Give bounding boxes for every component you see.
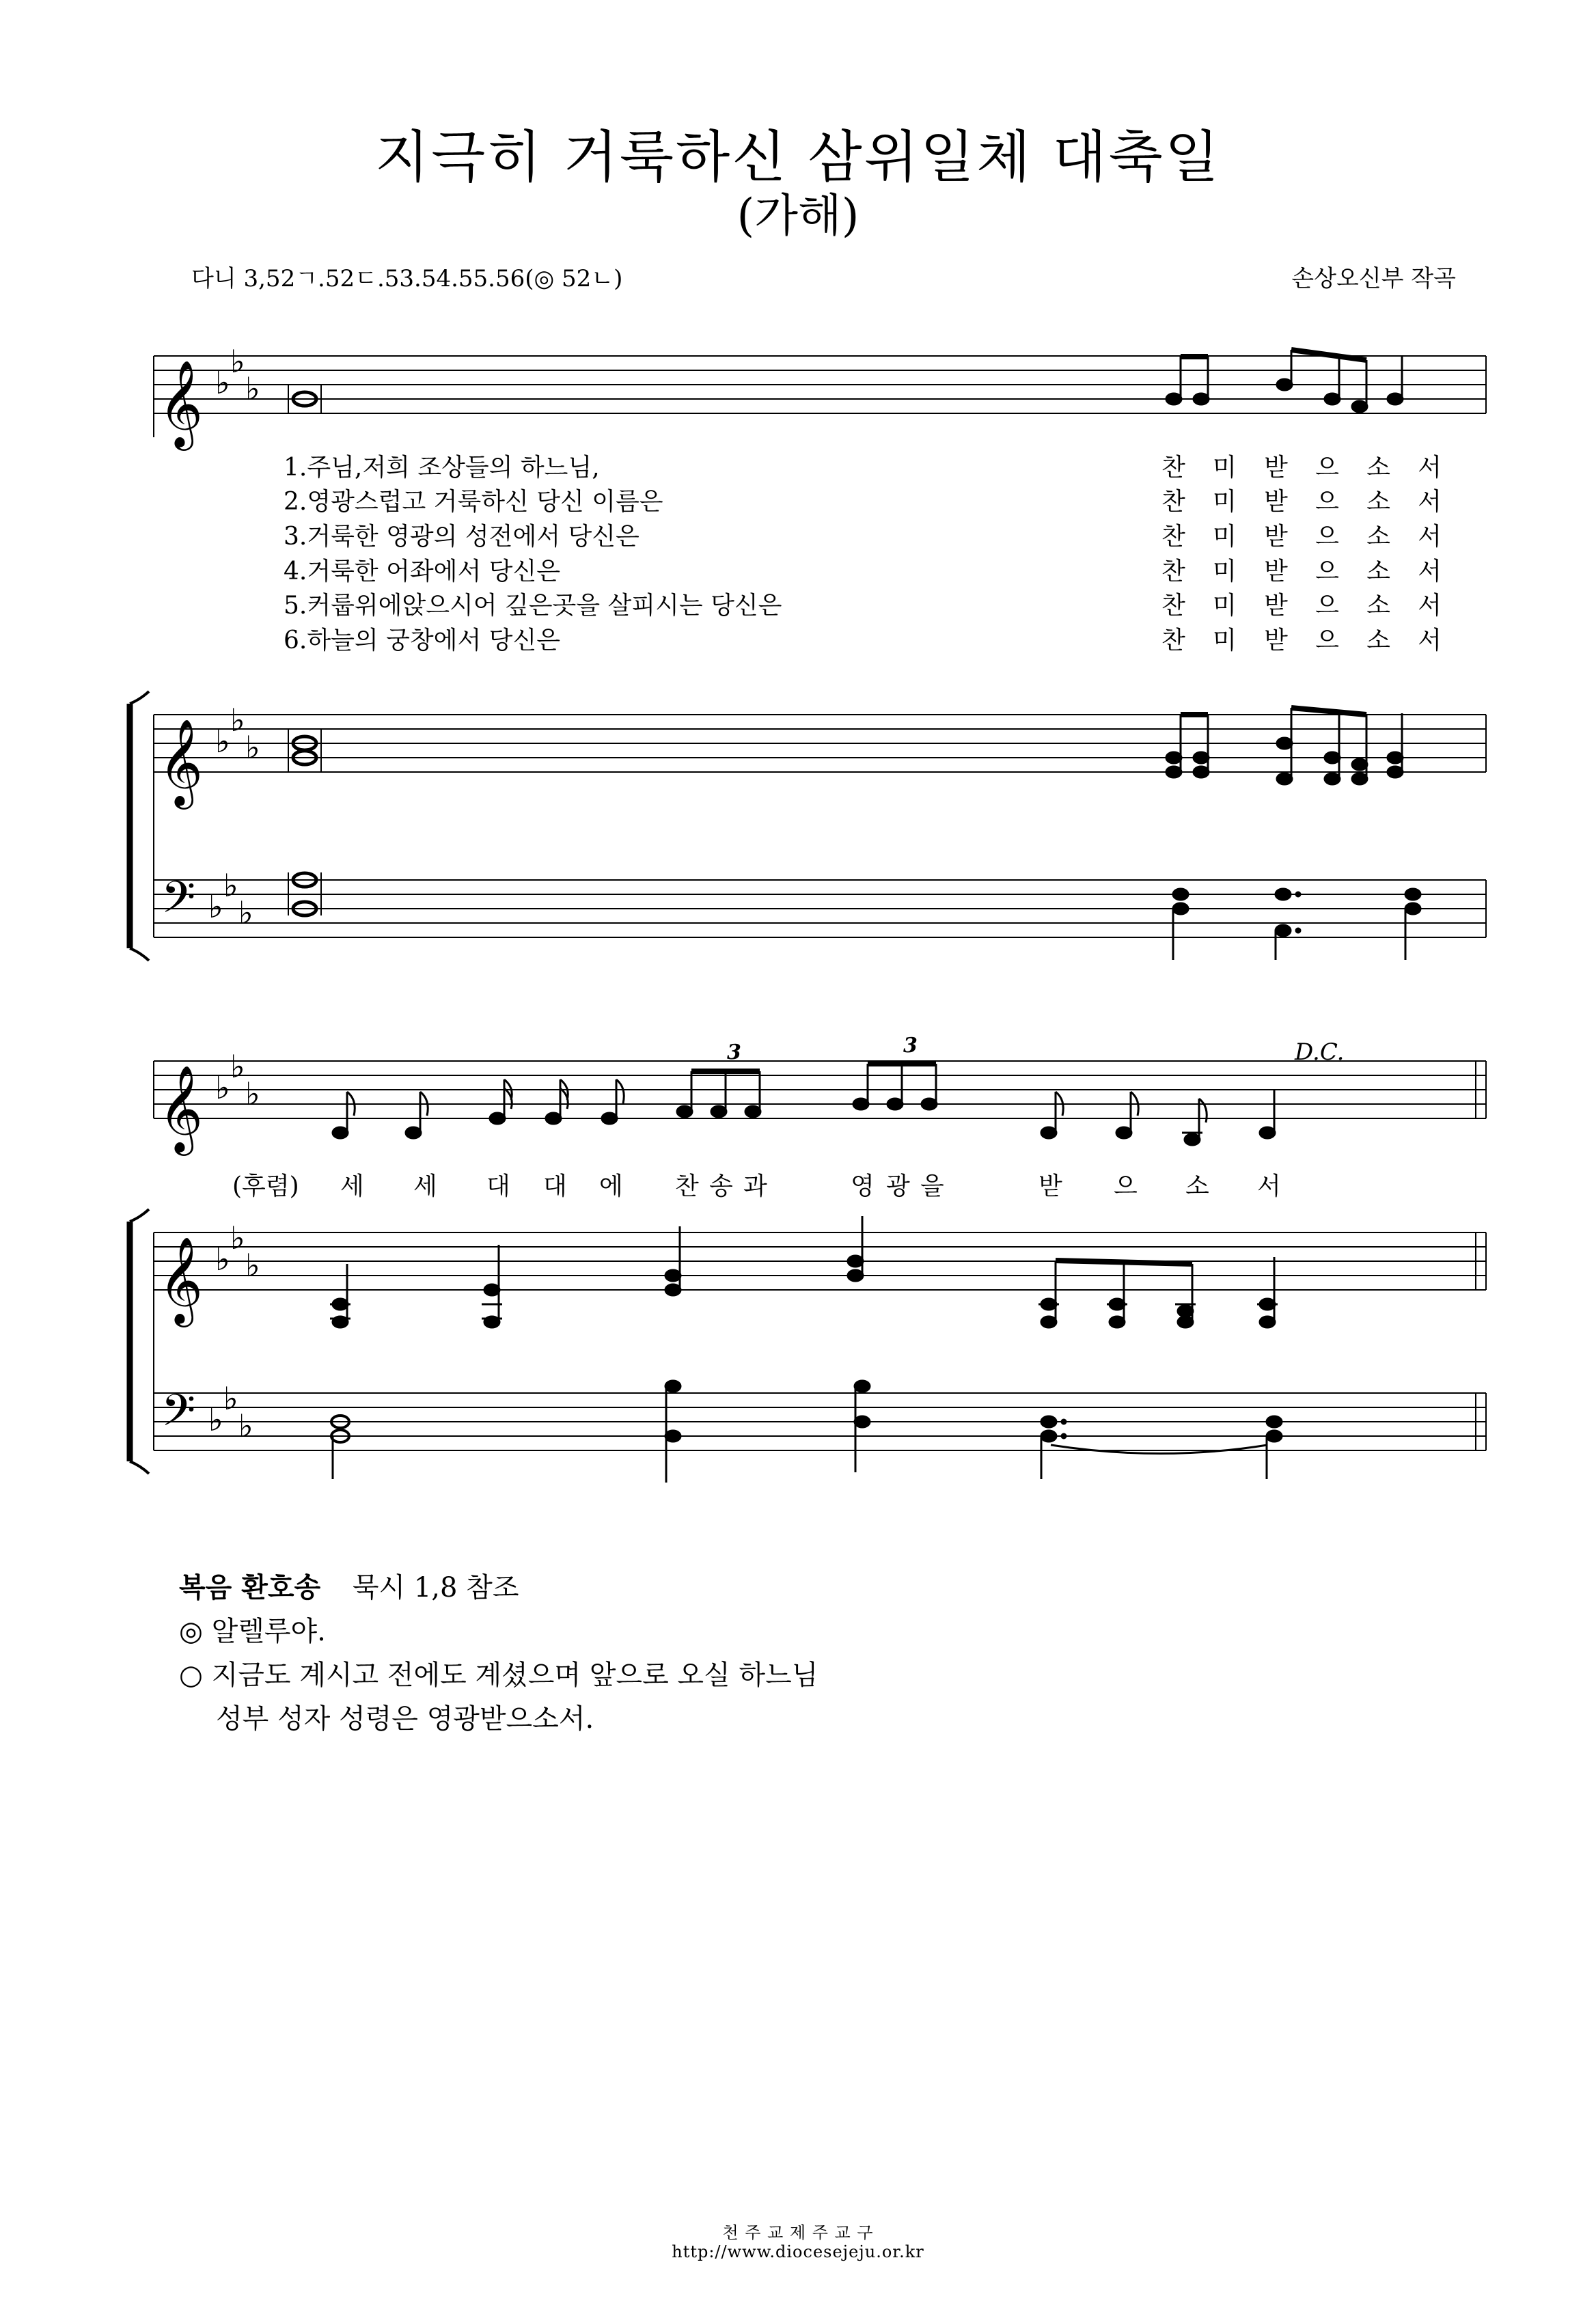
praise-syllable: 찬 bbox=[1161, 626, 1185, 655]
refrain-syllable: 에 bbox=[599, 1172, 623, 1200]
svg-text:♭: ♭ bbox=[238, 894, 253, 931]
svg-text:♭: ♭ bbox=[215, 1241, 230, 1278]
treble-clef-icon: 𝄞 bbox=[159, 1236, 204, 1323]
svg-text:3: 3 bbox=[903, 1034, 918, 1058]
composer-credit: 손상오신부 작곡 bbox=[1291, 265, 1456, 292]
refrain-syllable: 대 bbox=[543, 1172, 567, 1200]
praise-syllable: 미 bbox=[1213, 454, 1237, 482]
svg-text:♭: ♭ bbox=[215, 364, 230, 401]
praise-line bbox=[1161, 621, 1442, 656]
svg-text:♭: ♭ bbox=[223, 1380, 238, 1417]
system1-bass-chords bbox=[1173, 889, 1420, 960]
svg-text:3: 3 bbox=[727, 1041, 741, 1064]
system1-melody-notes bbox=[1166, 350, 1403, 412]
system2-bracket bbox=[130, 1209, 149, 1474]
refrain-label: (후렴) bbox=[232, 1172, 299, 1200]
treble-clef-icon: 𝄞 bbox=[159, 718, 204, 805]
svg-text:♭: ♭ bbox=[245, 370, 260, 407]
refrain-syllable: 대 bbox=[486, 1172, 510, 1200]
gospel-verse-line: 성부 성자 성령은 영광받으소서. bbox=[216, 1703, 594, 1735]
footer-organization: 천 주 교 제 주 교 구 bbox=[722, 2223, 874, 2242]
praise-syllable: 소 bbox=[1366, 523, 1390, 551]
praise-syllable: 찬 bbox=[1161, 592, 1185, 620]
system2-bass-staff bbox=[154, 1232, 1486, 1450]
praise-syllable: 받 bbox=[1264, 557, 1288, 586]
gospel-verse-line: ○ 지금도 계시고 전에도 계셨으며 앞으로 오실 하느님 bbox=[179, 1659, 818, 1691]
praise-line bbox=[1161, 552, 1442, 587]
praise-syllable: 미 bbox=[1213, 592, 1237, 620]
system2-bass-chords bbox=[331, 1381, 1282, 1483]
system2-melody-staff bbox=[154, 1061, 1486, 1118]
refrain-syllable: 을 bbox=[920, 1172, 944, 1200]
svg-text:♭: ♭ bbox=[245, 729, 260, 766]
refrain-syllable: 영 bbox=[851, 1172, 875, 1200]
praise-syllable: 찬 bbox=[1161, 557, 1185, 586]
praise-syllable: 받 bbox=[1264, 454, 1288, 482]
praise-syllable: 찬 bbox=[1161, 454, 1185, 482]
praise-syllable: 으 bbox=[1315, 592, 1339, 620]
svg-text:♭: ♭ bbox=[230, 343, 245, 380]
praise-syllable: 미 bbox=[1213, 557, 1237, 586]
svg-text:♭: ♭ bbox=[230, 1048, 245, 1085]
praise-syllable: 미 bbox=[1213, 626, 1237, 655]
svg-text:♭: ♭ bbox=[238, 1407, 253, 1444]
verse-line: 1.주님,저희 조상들의 하느님, bbox=[284, 454, 600, 482]
refrain-syllable: 과 bbox=[743, 1172, 767, 1200]
praise-syllable: 받 bbox=[1264, 592, 1288, 620]
system2-treble-staff bbox=[154, 1232, 1486, 1290]
praise-syllable: 받 bbox=[1264, 523, 1288, 551]
praise-line bbox=[1161, 586, 1442, 621]
verse-line: 4.거룩한 어좌에서 당신은 bbox=[284, 557, 560, 586]
refrain-syllable: 소 bbox=[1185, 1172, 1209, 1200]
praise-syllable: 찬 bbox=[1161, 523, 1185, 551]
praise-syllable: 서 bbox=[1418, 488, 1442, 516]
praise-syllable: 받 bbox=[1264, 626, 1288, 655]
praise-syllable: 소 bbox=[1366, 488, 1390, 516]
verse-line: 5.커룹위에앉으시어 깊은곳을 살피시는 당신은 bbox=[284, 592, 782, 620]
praise-line bbox=[1161, 482, 1442, 517]
praise-syllable: 소 bbox=[1366, 626, 1390, 655]
praise-syllable: 소 bbox=[1366, 557, 1390, 586]
footer-url[interactable]: http://www.diocesejeju.or.kr bbox=[672, 2242, 924, 2261]
praise-syllable: 찬 bbox=[1161, 488, 1185, 516]
svg-text:♭: ♭ bbox=[223, 867, 238, 904]
tuplet-marks bbox=[727, 1034, 918, 1064]
refrain-syllable: 으 bbox=[1114, 1172, 1138, 1200]
page-subtitle: (가해) bbox=[737, 189, 859, 242]
praise-syllable: 서 bbox=[1418, 523, 1442, 551]
svg-text:♭: ♭ bbox=[230, 1220, 245, 1256]
verse-line: 6.하늘의 궁창에서 당신은 bbox=[284, 626, 560, 655]
bass-clef-icon: 𝄢 bbox=[161, 872, 196, 934]
praise-syllable: 서 bbox=[1418, 626, 1442, 655]
system1-treble-chords bbox=[1166, 708, 1403, 784]
praise-syllable: 미 bbox=[1213, 523, 1237, 551]
gospel-reference: 묵시 1,8 참조 bbox=[352, 1572, 519, 1603]
system1-melody-staff bbox=[154, 356, 1486, 437]
scripture-source: 다니 3,52ㄱ.52ㄷ.53.54.55.56(◎ 52ㄴ) bbox=[191, 265, 623, 292]
svg-text:♭: ♭ bbox=[215, 1069, 230, 1106]
gospel-response: ◎ 알렐루야. bbox=[179, 1616, 326, 1647]
praise-syllable: 서 bbox=[1418, 557, 1442, 586]
gospel-heading: 복음 환호송 bbox=[179, 1571, 321, 1603]
praise-syllable: 서 bbox=[1418, 454, 1442, 482]
refrain-syllable: 서 bbox=[1257, 1172, 1281, 1200]
praise-line bbox=[1161, 517, 1442, 552]
svg-text:♭: ♭ bbox=[245, 1247, 260, 1284]
refrain-syllable: 받 bbox=[1038, 1172, 1062, 1200]
svg-text:♭: ♭ bbox=[245, 1075, 260, 1112]
refrain-syllable: 광 bbox=[886, 1172, 910, 1200]
praise-syllable: 으 bbox=[1315, 488, 1339, 516]
praise-line bbox=[1161, 448, 1442, 483]
svg-text:♭: ♭ bbox=[208, 888, 223, 925]
praise-syllable: 소 bbox=[1366, 592, 1390, 620]
svg-text:♭: ♭ bbox=[215, 723, 230, 760]
refrain-syllable: 세 bbox=[340, 1172, 364, 1200]
refrain-syllable: 송 bbox=[709, 1172, 733, 1200]
praise-syllable: 받 bbox=[1264, 488, 1288, 516]
praise-syllable: 미 bbox=[1213, 488, 1237, 516]
refrain-syllable: 세 bbox=[413, 1172, 437, 1200]
treble-clef-icon: 𝄞 bbox=[159, 1064, 204, 1152]
system1-bracket bbox=[130, 691, 149, 961]
refrain-syllable: 찬 bbox=[675, 1172, 699, 1200]
da-capo-marking: D.C. bbox=[1295, 1038, 1345, 1066]
svg-text:♭: ♭ bbox=[208, 1401, 223, 1438]
treble-clef-icon: 𝄞 bbox=[159, 359, 204, 447]
praise-syllable: 서 bbox=[1418, 592, 1442, 620]
praise-syllable: 소 bbox=[1366, 454, 1390, 482]
svg-text:♭: ♭ bbox=[230, 702, 245, 739]
verse-line: 2.영광스럽고 거룩하신 당신 이름은 bbox=[284, 488, 663, 516]
praise-syllable: 으 bbox=[1315, 523, 1339, 551]
praise-syllable: 으 bbox=[1315, 454, 1339, 482]
praise-syllable: 으 bbox=[1315, 626, 1339, 655]
gospel-acclamation-heading bbox=[179, 1566, 519, 1605]
page-title: 지극히 거룩하신 삼위일체 대축일 bbox=[374, 125, 1222, 190]
praise-syllable: 으 bbox=[1315, 557, 1339, 586]
verse-line: 3.거룩한 영광의 성전에서 당신은 bbox=[284, 523, 639, 551]
bass-clef-icon: 𝄢 bbox=[161, 1386, 196, 1447]
